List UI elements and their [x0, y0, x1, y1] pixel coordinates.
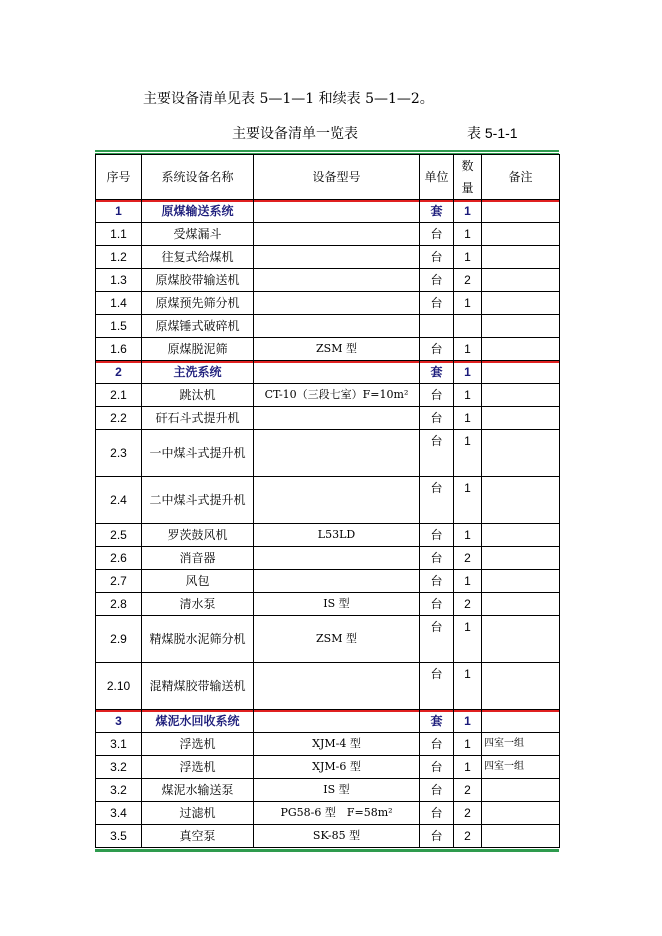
table-row	[96, 593, 560, 616]
cell-model: PG58-6 型 F=58m²	[254, 802, 420, 825]
equipment-table	[95, 154, 560, 848]
cell-no: 1	[96, 200, 142, 223]
cell-qty: 1	[454, 616, 482, 663]
table-row	[96, 756, 560, 779]
cell-name: 主洗系统	[142, 361, 254, 384]
table-row	[96, 616, 560, 663]
cell-note	[482, 477, 560, 524]
cell-qty: 2	[454, 593, 482, 616]
cell-model: ZSM 型	[254, 338, 420, 361]
cell-qty: 2	[454, 825, 482, 848]
cell-name: 浮选机	[142, 733, 254, 756]
table-row	[96, 570, 560, 593]
table-group-row	[96, 200, 560, 223]
cell-qty	[454, 315, 482, 338]
table-bottom-rule	[95, 849, 559, 852]
cell-qty: 1	[454, 430, 482, 477]
cell-qty: 2	[454, 802, 482, 825]
cell-note: 四室一组	[482, 733, 560, 756]
cell-note	[482, 802, 560, 825]
cell-model	[254, 361, 420, 384]
cell-unit: 台	[420, 593, 454, 616]
cell-name: 跳汰机	[142, 384, 254, 407]
table-body	[96, 200, 560, 848]
cell-model: L53LD	[254, 524, 420, 547]
cell-name: 二中煤斗式提升机	[142, 477, 254, 524]
table-row	[96, 384, 560, 407]
cell-model	[254, 430, 420, 477]
cell-no: 1.5	[96, 315, 142, 338]
cell-name: 过滤机	[142, 802, 254, 825]
cell-note	[482, 384, 560, 407]
table-group-row	[96, 710, 560, 733]
cell-unit: 台	[420, 430, 454, 477]
cell-model	[254, 200, 420, 223]
cell-no: 2.6	[96, 547, 142, 570]
table-row	[96, 430, 560, 477]
cell-model	[254, 223, 420, 246]
cell-note	[482, 825, 560, 848]
table-row	[96, 477, 560, 524]
cell-name: 清水泵	[142, 593, 254, 616]
cell-no: 3	[96, 710, 142, 733]
cell-note	[482, 407, 560, 430]
intro-text: 主要设备清单见表 5—1—1 和续表 5—1—2。	[143, 91, 434, 107]
cell-no: 3.2	[96, 756, 142, 779]
cell-qty: 1	[454, 663, 482, 710]
cell-name: 真空泵	[142, 825, 254, 848]
cell-model	[254, 663, 420, 710]
cell-note	[482, 246, 560, 269]
cell-no: 2	[96, 361, 142, 384]
cell-note	[482, 223, 560, 246]
cell-model: XJM-6 型	[254, 756, 420, 779]
cell-model	[254, 315, 420, 338]
cell-qty: 1	[454, 477, 482, 524]
cell-no: 1.3	[96, 269, 142, 292]
cell-model: CT-10（三段七室）F=10m²	[254, 384, 420, 407]
cell-no: 3.5	[96, 825, 142, 848]
cell-qty: 1	[454, 246, 482, 269]
header-note: 备注	[482, 155, 560, 200]
cell-no: 2.7	[96, 570, 142, 593]
cell-note	[482, 547, 560, 570]
cell-qty: 2	[454, 269, 482, 292]
cell-unit: 台	[420, 663, 454, 710]
cell-unit: 台	[420, 616, 454, 663]
table-header-row	[96, 155, 560, 200]
cell-note	[482, 315, 560, 338]
cell-model	[254, 710, 420, 733]
cell-model: XJM-4 型	[254, 733, 420, 756]
cell-model	[254, 477, 420, 524]
cell-name: 煤泥水回收系统	[142, 710, 254, 733]
cell-qty: 1	[454, 338, 482, 361]
cell-name: 罗茨鼓风机	[142, 524, 254, 547]
cell-model: IS 型	[254, 779, 420, 802]
table-row	[96, 269, 560, 292]
cell-note	[482, 361, 560, 384]
cell-note	[482, 593, 560, 616]
cell-no: 1.2	[96, 246, 142, 269]
cell-qty: 2	[454, 547, 482, 570]
cell-name: 原煤锤式破碎机	[142, 315, 254, 338]
cell-unit: 台	[420, 407, 454, 430]
cell-unit: 台	[420, 338, 454, 361]
cell-qty: 1	[454, 570, 482, 593]
header-no: 序号	[96, 155, 142, 200]
cell-name: 消音器	[142, 547, 254, 570]
cell-unit: 台	[420, 802, 454, 825]
cell-unit: 台	[420, 384, 454, 407]
cell-model: ZSM 型	[254, 616, 420, 663]
cell-model	[254, 269, 420, 292]
cell-note	[482, 616, 560, 663]
cell-model	[254, 570, 420, 593]
cell-note	[482, 430, 560, 477]
cell-no: 3.1	[96, 733, 142, 756]
cell-unit: 台	[420, 825, 454, 848]
cell-name: 混精煤胶带输送机	[142, 663, 254, 710]
cell-note	[482, 570, 560, 593]
cell-unit: 台	[420, 756, 454, 779]
table-group-row	[96, 361, 560, 384]
cell-note	[482, 338, 560, 361]
header-name: 系统设备名称	[142, 155, 254, 200]
cell-name: 浮选机	[142, 756, 254, 779]
table-row	[96, 223, 560, 246]
cell-unit: 套	[420, 710, 454, 733]
cell-qty: 1	[454, 361, 482, 384]
cell-qty: 1	[454, 756, 482, 779]
header-qty: 数量	[454, 155, 482, 200]
table-row	[96, 663, 560, 710]
table-row	[96, 779, 560, 802]
cell-unit: 套	[420, 361, 454, 384]
cell-name: 原煤输送系统	[142, 200, 254, 223]
cell-name: 精煤脱水泥筛分机	[142, 616, 254, 663]
cell-qty: 1	[454, 733, 482, 756]
table-row	[96, 407, 560, 430]
cell-unit: 台	[420, 477, 454, 524]
cell-qty: 2	[454, 779, 482, 802]
cell-qty: 1	[454, 200, 482, 223]
cell-no: 2.2	[96, 407, 142, 430]
table-row	[96, 292, 560, 315]
cell-no: 2.9	[96, 616, 142, 663]
cell-note	[482, 524, 560, 547]
cell-qty: 1	[454, 407, 482, 430]
cell-note	[482, 269, 560, 292]
cell-qty: 1	[454, 710, 482, 733]
table-row	[96, 524, 560, 547]
cell-qty: 1	[454, 292, 482, 315]
cell-model: IS 型	[254, 593, 420, 616]
cell-note	[482, 292, 560, 315]
cell-no: 2.10	[96, 663, 142, 710]
cell-qty: 1	[454, 223, 482, 246]
cell-model	[254, 547, 420, 570]
header-unit: 单位	[420, 155, 454, 200]
cell-no: 2.4	[96, 477, 142, 524]
cell-no: 1.4	[96, 292, 142, 315]
table-row	[96, 802, 560, 825]
cell-unit: 台	[420, 524, 454, 547]
cell-name: 原煤胶带输送机	[142, 269, 254, 292]
cell-unit: 台	[420, 733, 454, 756]
cell-model	[254, 292, 420, 315]
cell-qty: 1	[454, 524, 482, 547]
header-model: 设备型号	[254, 155, 420, 200]
cell-unit: 台	[420, 223, 454, 246]
cell-name: 矸石斗式提升机	[142, 407, 254, 430]
cell-unit: 台	[420, 547, 454, 570]
table-row	[96, 338, 560, 361]
cell-no: 2.3	[96, 430, 142, 477]
table-caption-title: 主要设备清单一览表	[232, 126, 358, 142]
cell-name: 原煤脱泥筛	[142, 338, 254, 361]
cell-unit: 台	[420, 570, 454, 593]
table-caption-number: 表 5-1-1	[467, 125, 518, 141]
cell-note	[482, 779, 560, 802]
equipment-table-wrapper	[95, 150, 559, 852]
cell-no: 3.2	[96, 779, 142, 802]
table-row	[96, 825, 560, 848]
cell-name: 风包	[142, 570, 254, 593]
cell-name: 原煤预先筛分机	[142, 292, 254, 315]
cell-unit: 台	[420, 269, 454, 292]
cell-name: 受煤漏斗	[142, 223, 254, 246]
cell-no: 1.1	[96, 223, 142, 246]
cell-no: 2.5	[96, 524, 142, 547]
cell-note: 四室一组	[482, 756, 560, 779]
cell-model: SK-85 型	[254, 825, 420, 848]
table-row	[96, 547, 560, 570]
cell-qty: 1	[454, 384, 482, 407]
table-row	[96, 246, 560, 269]
cell-name: 往复式给煤机	[142, 246, 254, 269]
cell-note	[482, 710, 560, 733]
cell-no: 3.4	[96, 802, 142, 825]
cell-note	[482, 663, 560, 710]
table-row	[96, 315, 560, 338]
cell-no: 2.8	[96, 593, 142, 616]
cell-unit	[420, 315, 454, 338]
cell-note	[482, 200, 560, 223]
cell-unit: 台	[420, 779, 454, 802]
cell-unit: 台	[420, 246, 454, 269]
cell-name: 煤泥水输送泵	[142, 779, 254, 802]
cell-unit: 套	[420, 200, 454, 223]
cell-no: 2.1	[96, 384, 142, 407]
cell-name: 一中煤斗式提升机	[142, 430, 254, 477]
cell-model	[254, 246, 420, 269]
cell-no: 1.6	[96, 338, 142, 361]
cell-unit: 台	[420, 292, 454, 315]
cell-model	[254, 407, 420, 430]
table-row	[96, 733, 560, 756]
